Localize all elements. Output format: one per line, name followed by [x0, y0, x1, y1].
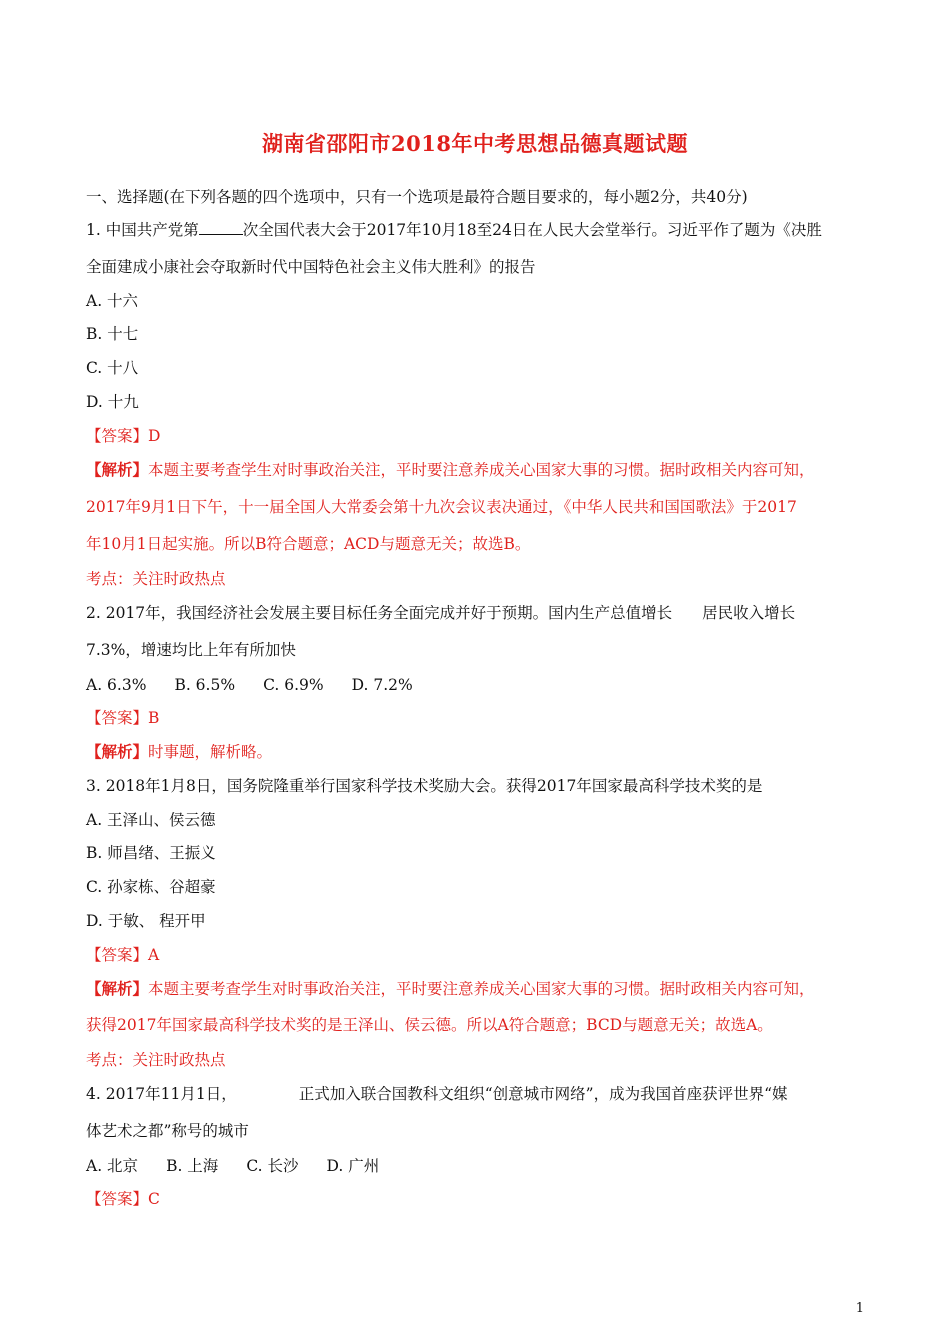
q2-options-row: [86, 674, 441, 696]
q3-answer: 【答案】A: [86, 946, 160, 964]
q2-stem-part-b: 居民收入增长: [702, 604, 796, 622]
q3-analysis-line-1: [86, 978, 815, 1000]
q4-option-c: C. 长沙: [246, 1157, 299, 1175]
q4-stem-part-b: 正式加入联合国教科文组织“创意城市网络”，成为我国首座获评世界“媒: [298, 1085, 788, 1103]
q1-kaodian: 考点：关注时政热点: [86, 570, 226, 588]
q1-answer: 【答案】D: [86, 427, 161, 445]
q1-analysis-label: 【解析】: [86, 460, 149, 479]
q1-option-d: D. 十九: [86, 393, 139, 411]
q4-stem-line-2: 体艺术之都”称号的城市: [86, 1122, 249, 1140]
q4-answer: 【答案】C: [86, 1190, 160, 1208]
q2-answer: 【答案】B: [86, 709, 160, 727]
q3-option-d: D. 于敏、 程开甲: [86, 912, 206, 930]
q1-stem-part-b: 次全国代表大会于2017年10月18至24日在人民大会堂举行。习近平作了题为《决胜: [242, 221, 822, 239]
q1-stem-line-1: [86, 219, 822, 241]
q2-analysis-text-1: 时事题，解析略。: [148, 743, 273, 761]
q4-option-d: D. 广州: [326, 1157, 380, 1175]
q4-stem-part-a: 4. 2017年11月1日，: [86, 1085, 237, 1103]
q2-analysis-line-1: [86, 741, 272, 763]
q4-option-b: B. 上海: [166, 1157, 219, 1175]
q2-option-a: A. 6.3%: [86, 676, 147, 694]
section-header: 一、选择题(在下列各题的四个选项中，只有一个选项是最符合题目要求的，每小题2分，共40分): [86, 188, 748, 206]
q3-kaodian: 考点：关注时政热点: [86, 1051, 226, 1069]
q1-stem-part-a: 1. 中国共产党第: [86, 221, 199, 239]
q2-option-b: B. 6.5%: [174, 676, 236, 694]
q4-options-row: [86, 1155, 407, 1177]
q1-option-b: B. 十七: [86, 325, 139, 343]
q1-analysis-line-3: 年10月1日起实施。所以B符合题意；ACD与题意无关；故选B。: [86, 535, 531, 553]
q2-stem-line-2: 7.3%，增速均比上年有所加快: [86, 641, 296, 659]
q1-analysis-line-1: [86, 459, 815, 481]
q2-stem-line-1: [86, 602, 795, 624]
q4-option-a: A. 北京: [86, 1157, 139, 1175]
q1-analysis-text-1: 本题主要考查学生对时事政治关注，平时要注意养成关心国家大事的习惯。据时政相关内容可知，: [148, 461, 815, 479]
q1-fill-blank: [199, 220, 243, 235]
q1-stem-line-2: 全面建成小康社会夺取新时代中国特色社会主义伟大胜利》的报告: [86, 258, 536, 276]
q3-analysis-label: 【解析】: [86, 979, 149, 998]
q4-stem-line-1: [86, 1083, 788, 1105]
q3-stem-line-1: 3. 2018年1月8日，国务院隆重举行国家科学技术奖励大会。获得2017年国家最高科学技术奖的是: [86, 777, 763, 795]
page-number: 1: [855, 1301, 864, 1316]
q2-option-d: D. 7.2%: [351, 676, 413, 694]
q2-option-c: C. 6.9%: [263, 676, 324, 694]
q3-analysis-line-2: 获得2017年国家最高科学技术奖的是王泽山、侯云德。所以A符合题意；BCD与题意无关；故选A。: [86, 1016, 773, 1034]
q3-analysis-text-1: 本题主要考查学生对时事政治关注，平时要注意养成关心国家大事的习惯。据时政相关内容可知，: [148, 980, 815, 998]
q3-option-a: A. 王泽山、侯云德: [86, 811, 216, 829]
document-title: 湖南省邵阳市2018年中考思想品德真题试题: [262, 131, 688, 156]
q3-option-b: B. 师昌绪、王振义: [86, 844, 216, 862]
q2-stem-part-a: 2. 2017年，我国经济社会发展主要目标任务全面完成并好于预期。国内生产总值增长: [86, 604, 673, 622]
q3-option-c: C. 孙家栋、谷超豪: [86, 878, 216, 896]
q1-option-a: A. 十六: [86, 292, 139, 310]
q1-option-c: C. 十八: [86, 359, 139, 377]
q1-analysis-line-2: 2017年9月1日下午，十一届全国人大常委会第十九次会议表决通过，《中华人民共和国国歌法》于2017: [86, 498, 797, 516]
q2-analysis-label: 【解析】: [86, 742, 149, 761]
